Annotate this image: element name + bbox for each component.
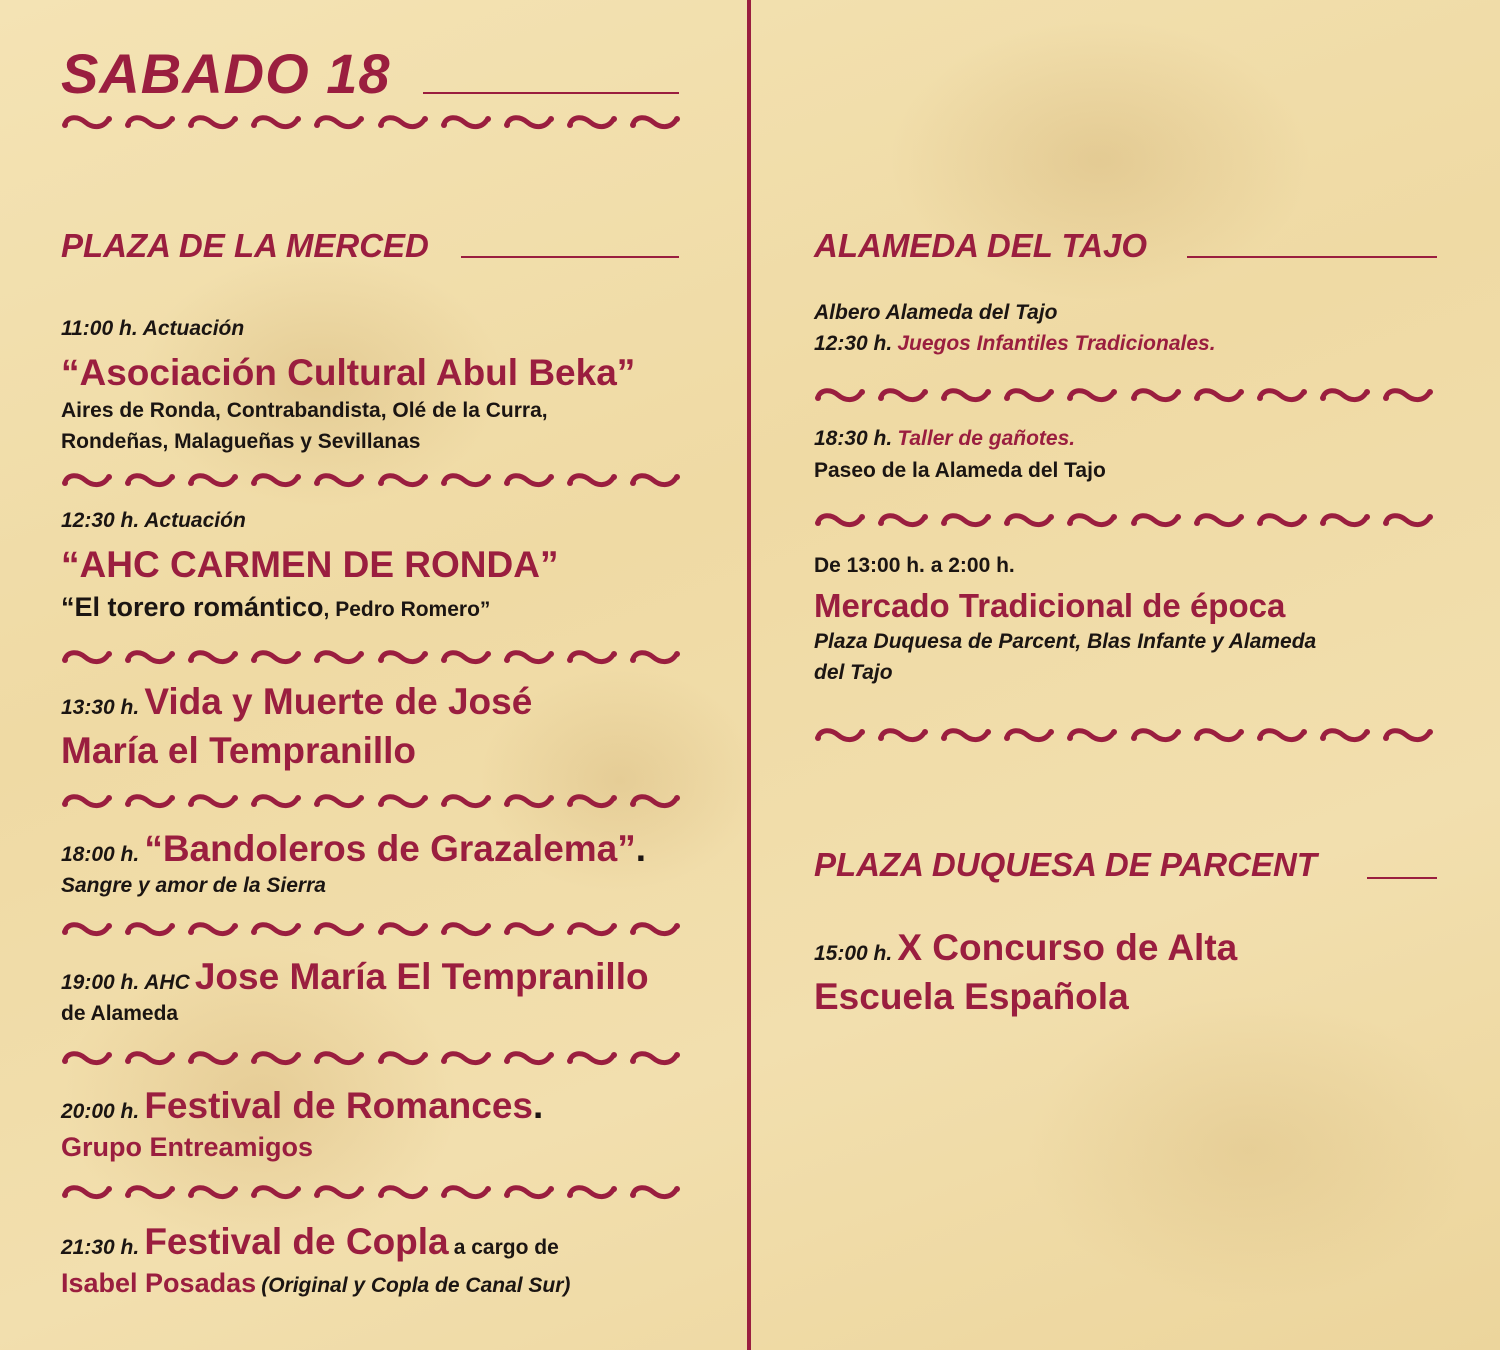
event-line	[61, 825, 646, 873]
swirl-ornament-icon	[313, 1181, 365, 1203]
event-time: 20:00 h.	[61, 1100, 140, 1123]
swirl-ornament-icon	[187, 790, 239, 812]
swirl-ornament-icon	[503, 646, 555, 668]
event-performer-line	[61, 1266, 570, 1301]
swirl-ornament-icon	[566, 918, 618, 940]
swirl-ornament-icon	[124, 1181, 176, 1203]
swirl-ornament-icon	[1003, 724, 1055, 746]
column-divider	[747, 0, 751, 1350]
event-title: “AHC CARMEN DE RONDA”	[61, 544, 559, 585]
swirl-ornament-icon	[1256, 724, 1308, 746]
event-title: Vida y Muerte de José	[144, 681, 533, 722]
swirl-ornament-icon	[61, 646, 113, 668]
section-title-plaza-merced: PLAZA DE LA MERCED	[61, 227, 429, 264]
swirl-ornament-icon	[313, 918, 365, 940]
section-title-alameda: ALAMEDA DEL TAJO	[814, 227, 1148, 264]
event-line	[814, 423, 1075, 454]
event-performer: Isabel Posadas	[61, 1268, 257, 1298]
swirl-ornament-icon	[877, 724, 929, 746]
event-extra: a cargo de	[453, 1236, 559, 1259]
swirl-ornament-icon	[629, 1047, 681, 1069]
event-title: María el Tempranillo	[61, 730, 417, 771]
swirl-ornament-icon	[187, 1181, 239, 1203]
ornament-row	[814, 723, 1434, 747]
event-location: Albero Alameda del Tajo	[814, 301, 1058, 324]
swirl-ornament-icon	[187, 111, 239, 133]
ornament-row	[814, 508, 1434, 532]
swirl-ornament-icon	[1193, 724, 1245, 746]
swirl-ornament-icon	[566, 790, 618, 812]
swirl-ornament-icon	[377, 918, 429, 940]
event-time: 15:00 h.	[814, 942, 893, 965]
event-description: Sangre y amor de la Sierra	[61, 874, 326, 897]
ornament-row	[61, 110, 681, 134]
swirl-ornament-icon	[313, 469, 365, 491]
swirl-ornament-icon	[566, 1047, 618, 1069]
swirl-ornament-icon	[814, 509, 866, 531]
swirl-ornament-icon	[629, 790, 681, 812]
swirl-ornament-icon	[503, 469, 555, 491]
swirl-ornament-icon	[1003, 384, 1055, 406]
swirl-ornament-icon	[61, 790, 113, 812]
swirl-ornament-icon	[1130, 509, 1182, 531]
swirl-ornament-icon	[250, 1181, 302, 1203]
day-title-rule	[423, 92, 679, 94]
swirl-ornament-icon	[503, 790, 555, 812]
swirl-ornament-icon	[814, 384, 866, 406]
event-time: 12:30 h.	[814, 332, 893, 355]
swirl-ornament-icon	[61, 918, 113, 940]
swirl-ornament-icon	[1319, 509, 1371, 531]
event-title-end: .	[635, 828, 647, 869]
event-title: Mercado Tradicional de época	[814, 587, 1286, 624]
event-subtitle-main: “El torero romántico	[61, 592, 324, 622]
event-time: 12:30 h. Actuación	[61, 509, 246, 532]
swirl-ornament-icon	[1382, 509, 1434, 531]
event-time: 13:30 h.	[61, 696, 140, 719]
event-location: Paseo de la Alameda del Tajo	[814, 459, 1106, 482]
swirl-ornament-icon	[1319, 724, 1371, 746]
event-line	[814, 924, 1237, 972]
ornament-row	[61, 917, 681, 941]
swirl-ornament-icon	[1382, 724, 1434, 746]
swirl-ornament-icon	[250, 790, 302, 812]
swirl-ornament-icon	[1319, 384, 1371, 406]
ornament-row	[61, 645, 681, 669]
event-title: Festival de Romances	[144, 1085, 533, 1126]
swirl-ornament-icon	[250, 111, 302, 133]
swirl-ornament-icon	[61, 469, 113, 491]
swirl-ornament-icon	[124, 469, 176, 491]
event-description: de Alameda	[61, 1002, 179, 1025]
swirl-ornament-icon	[503, 1047, 555, 1069]
event-note: (Original y Copla de Canal Sur)	[261, 1274, 571, 1297]
swirl-ornament-icon	[377, 646, 429, 668]
day-title: SABADO 18	[61, 42, 391, 105]
ornament-row	[61, 789, 681, 813]
swirl-ornament-icon	[1193, 384, 1245, 406]
swirl-ornament-icon	[440, 1047, 492, 1069]
swirl-ornament-icon	[313, 646, 365, 668]
event-title-end: .	[532, 1085, 544, 1126]
swirl-ornament-icon	[629, 469, 681, 491]
swirl-ornament-icon	[250, 1047, 302, 1069]
swirl-ornament-icon	[1193, 509, 1245, 531]
section-title-duquesa: PLAZA DUQUESA DE PARCENT	[814, 846, 1317, 883]
swirl-ornament-icon	[124, 111, 176, 133]
swirl-ornament-icon	[1382, 384, 1434, 406]
event-time: 11:00 h. Actuación	[61, 317, 245, 340]
section-rule	[1367, 877, 1437, 879]
swirl-ornament-icon	[187, 918, 239, 940]
swirl-ornament-icon	[629, 1181, 681, 1203]
swirl-ornament-icon	[440, 469, 492, 491]
event-title: “Bandoleros de Grazalema”	[144, 828, 636, 869]
ornament-row	[61, 1180, 681, 1204]
swirl-ornament-icon	[940, 724, 992, 746]
event-title: X Concurso de Alta	[897, 927, 1238, 968]
swirl-ornament-icon	[1066, 724, 1118, 746]
event-time: 18:30 h.	[814, 427, 893, 450]
event-time: 18:00 h.	[61, 843, 140, 866]
event-title: Juegos Infantiles Tradicionales.	[897, 332, 1216, 355]
swirl-ornament-icon	[566, 646, 618, 668]
ornament-row	[61, 1046, 681, 1070]
swirl-ornament-icon	[1066, 384, 1118, 406]
event-subtitle-rest: , Pedro Romero”	[323, 598, 491, 621]
swirl-ornament-icon	[566, 1181, 618, 1203]
swirl-ornament-icon	[940, 384, 992, 406]
swirl-ornament-icon	[629, 111, 681, 133]
swirl-ornament-icon	[313, 790, 365, 812]
swirl-ornament-icon	[61, 1181, 113, 1203]
swirl-ornament-icon	[440, 1181, 492, 1203]
ornament-row	[61, 468, 681, 492]
swirl-ornament-icon	[1130, 724, 1182, 746]
event-line	[814, 328, 1216, 359]
swirl-ornament-icon	[187, 1047, 239, 1069]
event-description: del Tajo	[814, 661, 893, 684]
ornament-row	[814, 383, 1434, 407]
event-description: Plaza Duquesa de Parcent, Blas Infante y Alameda	[814, 630, 1317, 653]
swirl-ornament-icon	[377, 790, 429, 812]
event-line	[61, 953, 649, 1001]
swirl-ornament-icon	[377, 1181, 429, 1203]
event-time: 21:30 h.	[61, 1236, 140, 1259]
swirl-ornament-icon	[124, 918, 176, 940]
swirl-ornament-icon	[1256, 509, 1308, 531]
swirl-ornament-icon	[124, 790, 176, 812]
event-time: 19:00 h. AHC	[61, 971, 190, 994]
swirl-ornament-icon	[503, 918, 555, 940]
swirl-ornament-icon	[440, 111, 492, 133]
swirl-ornament-icon	[250, 918, 302, 940]
swirl-ornament-icon	[1256, 384, 1308, 406]
swirl-ornament-icon	[566, 469, 618, 491]
swirl-ornament-icon	[124, 646, 176, 668]
swirl-ornament-icon	[61, 1047, 113, 1069]
swirl-ornament-icon	[377, 111, 429, 133]
swirl-ornament-icon	[1003, 509, 1055, 531]
event-line	[61, 1082, 543, 1130]
event-subtitle	[61, 590, 490, 625]
event-description: Aires de Ronda, Contrabandista, Olé de la Curra,	[61, 399, 548, 422]
event-title: Escuela Española	[814, 976, 1129, 1017]
swirl-ornament-icon	[1066, 509, 1118, 531]
event-title: Festival de Copla	[144, 1221, 449, 1262]
swirl-ornament-icon	[440, 918, 492, 940]
swirl-ornament-icon	[629, 918, 681, 940]
event-line	[61, 1218, 559, 1266]
swirl-ornament-icon	[313, 1047, 365, 1069]
event-title: Jose María El Tempranillo	[194, 956, 649, 997]
swirl-ornament-icon	[187, 646, 239, 668]
swirl-ornament-icon	[940, 509, 992, 531]
section-rule	[461, 256, 679, 258]
swirl-ornament-icon	[877, 384, 929, 406]
swirl-ornament-icon	[250, 646, 302, 668]
swirl-ornament-icon	[877, 509, 929, 531]
event-line	[61, 678, 532, 726]
event-title: “Asociación Cultural Abul Beka”	[61, 352, 636, 393]
event-time: De 13:00 h. a 2:00 h.	[814, 554, 1015, 577]
swirl-ornament-icon	[503, 111, 555, 133]
event-title: Taller de gañotes.	[897, 427, 1076, 450]
swirl-ornament-icon	[629, 646, 681, 668]
swirl-ornament-icon	[503, 1181, 555, 1203]
swirl-ornament-icon	[250, 469, 302, 491]
swirl-ornament-icon	[377, 1047, 429, 1069]
swirl-ornament-icon	[1130, 384, 1182, 406]
event-description: Rondeñas, Malagueñas y Sevillanas	[61, 430, 421, 453]
swirl-ornament-icon	[440, 646, 492, 668]
swirl-ornament-icon	[313, 111, 365, 133]
swirl-ornament-icon	[566, 111, 618, 133]
swirl-ornament-icon	[814, 724, 866, 746]
swirl-ornament-icon	[124, 1047, 176, 1069]
swirl-ornament-icon	[187, 469, 239, 491]
swirl-ornament-icon	[377, 469, 429, 491]
swirl-ornament-icon	[61, 111, 113, 133]
section-rule	[1187, 256, 1437, 258]
event-description: Grupo Entreamigos	[61, 1132, 314, 1162]
swirl-ornament-icon	[440, 790, 492, 812]
